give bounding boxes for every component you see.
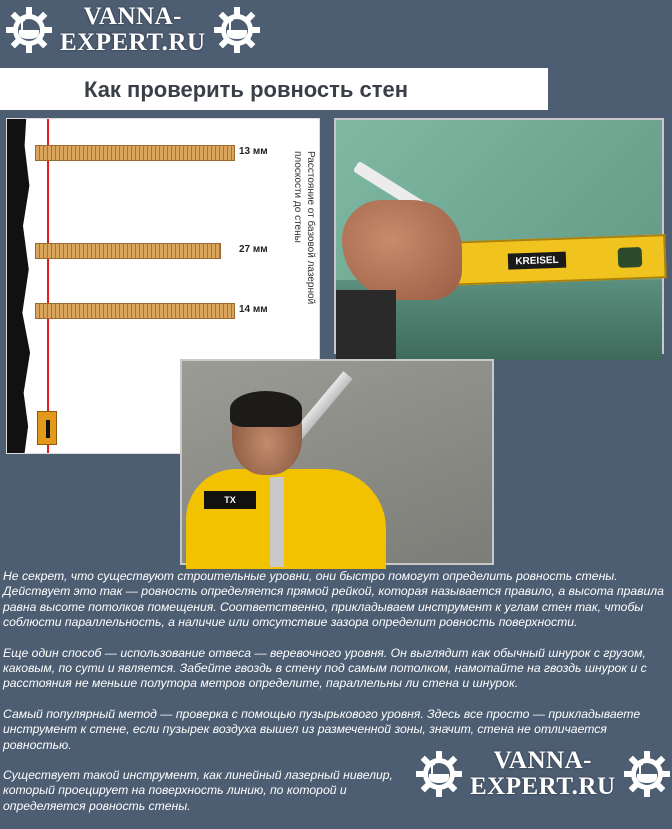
- worker-hair: [230, 391, 302, 427]
- gear-bathtub-logo-icon: [212, 5, 262, 55]
- paragraph-1: Не секрет, что существуют строительные уровни, они быстро помогут определить ровность стены. Действует это так — ровность определяется прямой рейкой, которая называется правило, а высота правила равна высоте потолков помещения. Соответственно, прикладываем инструмент к углам стен так, чтобы соблюсти параллельность, а наличие или отсутствие зазора определит ровность поверхности.: [3, 569, 664, 630]
- paragraph-2: Еще один способ — использование отвеса — веревочного уровня. Он выглядит как обычный шнурок с грузом, каковым, по сути и является. Забейте гвоздь в стену под самым потолком, намотайте на гвоздь шнурок и с расстояния не меньше полутора метров определите, параллельны ли стена и шнурок.: [3, 645, 647, 691]
- measurement-2: 27 мм: [239, 244, 268, 255]
- wall-edge: [7, 119, 39, 453]
- brand-name-bottom: [470, 748, 616, 800]
- worker-rule-image: [180, 359, 494, 565]
- paragraph-4: Существует такой инструмент, как линейный лазерный нивелир, который проецирует на поверхность линию, по которой и определяется ровность стены.: [3, 768, 393, 813]
- laser-line: [47, 119, 49, 453]
- spirit-level-image: [334, 118, 664, 354]
- site-logo-bottom[interactable]: [414, 748, 672, 800]
- paragraph-3: Самый популярный метод — проверка с помощью пузырькового уровня. Здесь все просто — прикладываете инструмент к стене, если пузырек воздуха вышел из размеченной зоны, значит, стена не отличается ровностью.: [3, 706, 641, 752]
- level-brand: KREISEL: [508, 252, 567, 270]
- brand-line1: VANNA-: [493, 747, 592, 774]
- ruler-2: [35, 243, 221, 259]
- brand-line1: VANNA-: [83, 3, 182, 30]
- sleeve: [336, 290, 396, 360]
- gear-bathtub-logo-icon: [622, 749, 672, 799]
- brand-name: [60, 4, 206, 56]
- gear-bathtub-logo-icon: [4, 5, 54, 55]
- laser-device: [37, 411, 57, 445]
- level-vial: [618, 247, 643, 268]
- brand-line2: EXPERT.RU: [470, 773, 616, 800]
- worker-shirt: [186, 469, 386, 569]
- ruler-3: [35, 303, 235, 319]
- gear-bathtub-logo-icon: [414, 749, 464, 799]
- measurement-1: 13 мм: [239, 146, 268, 157]
- title-bar: [0, 68, 548, 110]
- shirt-logo: TX: [204, 491, 256, 509]
- laser-caption: Расстояние от базовой лазерной плоскости до стены: [292, 151, 316, 305]
- spirit-level: [445, 234, 666, 286]
- worker-strap: [270, 477, 284, 567]
- ruler-1: [35, 145, 235, 161]
- measurement-3: 14 мм: [239, 304, 268, 315]
- site-logo[interactable]: [4, 4, 262, 56]
- page-title: Как проверить ровность стен: [84, 77, 409, 102]
- brand-line2: EXPERT.RU: [60, 29, 206, 56]
